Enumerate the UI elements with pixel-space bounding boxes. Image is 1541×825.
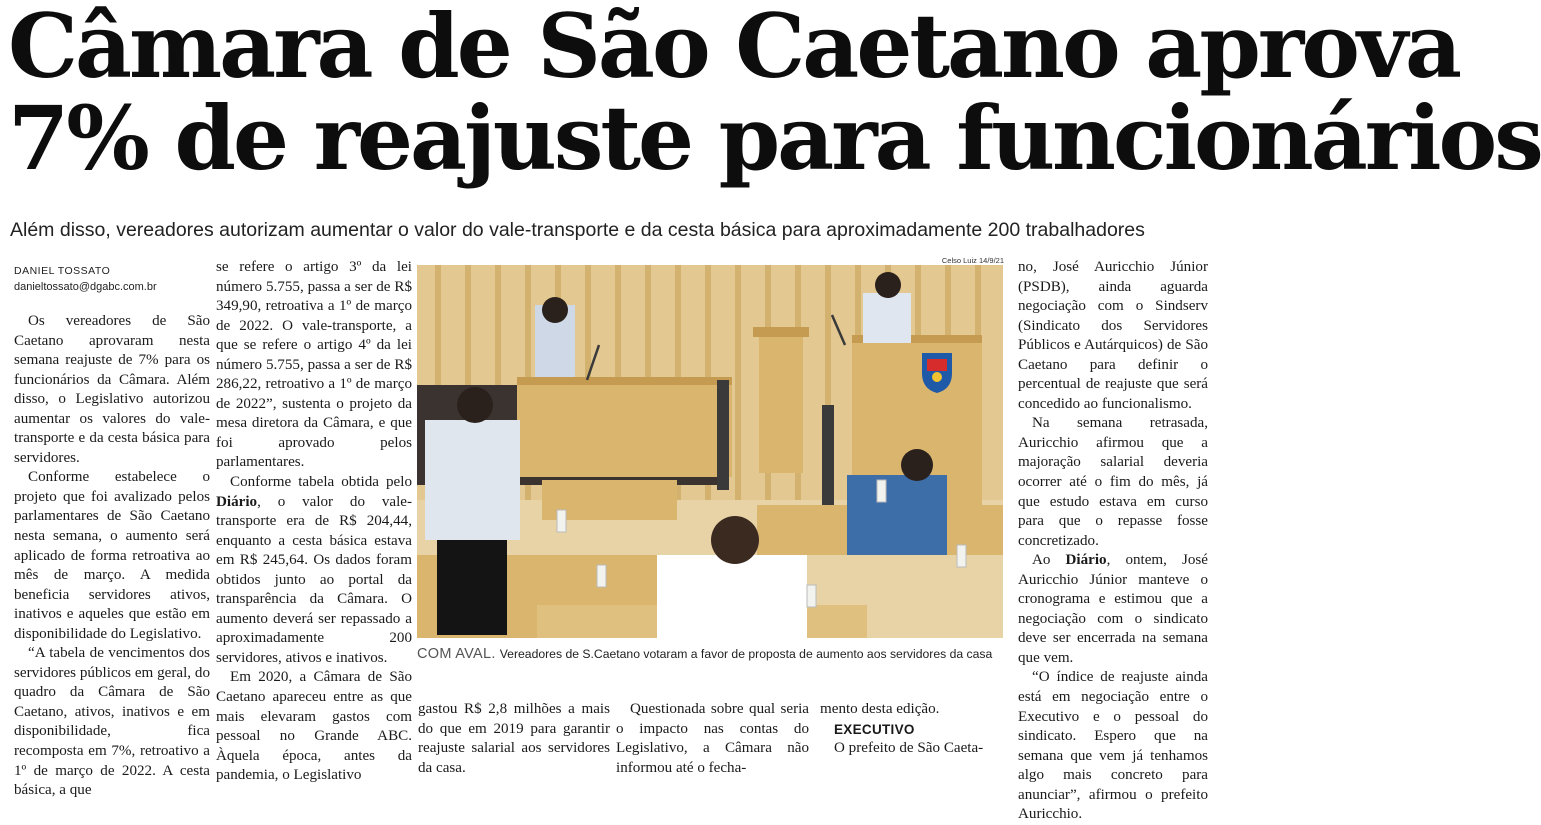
paragraph: Em 2020, a Câmara de São Caetano apareceu entre as que mais elevaram gastos com pessoal no Grande ABC. Àquela época, antes da pandemia, o Legislativo [216,669,412,784]
caption-tag: COM AVAL. [417,646,496,662]
paragraph: Os vereadores de São Caetano aprovaram nesta semana reajuste de 7% para os funcionários da Câmara. Além disso, o Legislativo autorizou aumentar os valores do vale-transporte e da cesta básica para servidores. [14,313,210,466]
text-run: , ontem, José Auricchio Júnior manteve o cronograma e estimou que a negociação com o sindicato deve ser encerrada na semana que vem. [1018,552,1208,666]
paragraph: se refere o artigo 3º da lei número 5.755, passa a ser de R$ 349,90, retroativa a 1º de março de 2022. O vale-transporte, a que se refere o artigo 4º da lei número 5.755, passa a ser de R$ 286,22, retroativo a 1º de março de 2022”, sustenta o projeto da mesa diretora da Câmara, e que foi aprovado pelos parlamentares. [216,259,412,471]
article-photo [417,265,1003,638]
chamber-illustration [417,265,1003,638]
caption-text: Vereadores de S.Caetano votaram a favor de proposta de aumento aos servidores da casa [499,647,993,661]
article-column-2 [216,258,412,784]
paragraph: Conforme estabelece o projeto que foi avalizado pelos parlamentares de São Caetano nesta semana, o aumento será aplicado de forma retroativa ao mês de março. A medida beneficia servidores ativos, inativos e aqueles que estão em disponibilidade do Legislativo. [14,469,210,642]
headline-line-2: 7% de reajuste para funcionários [8,86,1541,190]
article-column-6 [1018,258,1208,823]
article-column-5 [820,700,1016,781]
byline [14,264,210,295]
author-name: DANIEL TOSSATO [14,265,111,277]
newspaper-name: Diário [1065,552,1107,569]
subheadline: Além disso, vereadores autorizam aumentar o valor do vale-transporte e da cesta básica para aproximadamente 200 trabalhadores [10,219,1145,241]
paragraph [216,473,412,668]
paragraph [1018,551,1208,668]
article-column-1 [14,312,210,799]
paragraph: “A tabela de vencimentos dos servidores públicos em geral, do quadro da Câmara de São Caetano, ativos, inativos e em disponibilidade, fica recomposta em 7%, retroativo a 1º de março de 2022. A cesta básica, a que [14,645,210,799]
article-column-4 [616,700,809,781]
photo-credit: Celso Luiz 14/9/21 [941,256,1004,265]
paragraph: Na semana retrasada, Auricchio afirmou que a majoração salarial deveria ocorrer até o fim do mês, já que estudo estava em curso para que o repasse fosse concretizado. [1018,415,1208,549]
headline-line-1: Câmara de São Caetano aprova [8,0,1460,98]
headline [8,0,1541,190]
paragraph: “O índice de reajuste ainda está em negociação entre o Executivo e o pessoal do sindicato. Espero que na semana que vem já tenhamos algo mais concreto para anunciar”, afirmou o prefeito Auricchio. [1018,669,1208,823]
paragraph: O prefeito de São Caeta- [834,740,984,757]
paragraph: no, José Auricchio Júnior (PSDB), ainda aguarda negociação com o Sindserv (Sindicato dos Servidores Públicos e Autárquicos) de São Caetano para definir o percentual de reajuste que será concedido ao funcionalismo. [1018,259,1208,412]
author-email: danieltossato@dgabc.com.br [14,281,157,293]
section-heading: EXECUTIVO [834,721,915,737]
paragraph: mento desta edição. [820,701,940,717]
text-run: , o valor do vale-transporte era de R$ 204,44, enquanto a cesta básica estava em R$ 245,64. Os dados foram obtidos junto ao portal da transparência da Câmara. O aumento deverá ser repassado a aproximadamente 200 servidores, ativos e inativos. [216,493,412,666]
paragraph: gastou R$ 2,8 milhões a mais do que em 2019 para garantir reajuste salarial aos servidores da casa. [418,701,610,776]
text-run: Ao [1032,552,1066,569]
paragraph: Questionada sobre qual seria o impacto nas contas do Legislativo, a Câmara não informou até o fecha- [616,701,809,776]
article-column-3 [418,700,610,781]
newspaper-name: Diário [216,493,258,510]
photo-caption [417,645,1017,663]
text-run: Conforme tabela obtida pelo [230,474,412,491]
